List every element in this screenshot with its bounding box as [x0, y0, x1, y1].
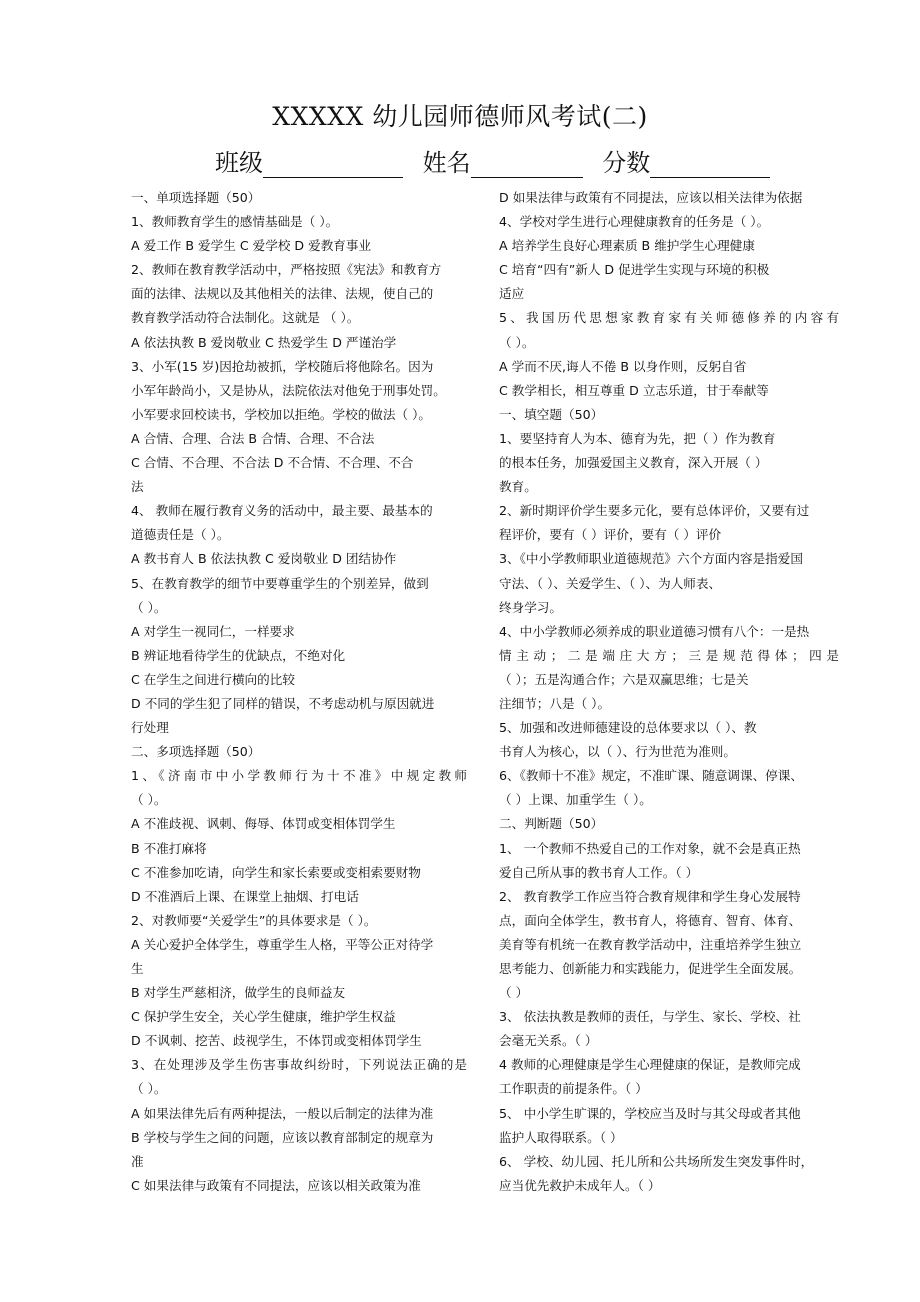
header-fields	[215, 143, 782, 178]
text-line: B 不准打麻将	[131, 840, 207, 856]
text-line: 二、判断题（50）	[499, 816, 604, 832]
text-line: 1、 一个教师不热爱自己的工作对象，就不会是真正热	[499, 840, 801, 856]
class-label: 班级	[215, 149, 263, 177]
text-line: 小军要求回校读书，学校加以拒绝。学校的做法（ ）。	[131, 406, 431, 422]
name-label: 姓名	[422, 149, 471, 177]
text-line: 5、我国历代思想家教育家有关师德修养的内容有	[499, 310, 839, 326]
text-line: （ ）	[499, 985, 529, 1001]
text-line: A 教书育人 B 依法执教 C 爱岗敬业 D 团结协作	[131, 551, 397, 567]
text-line: 面的法律、法规以及其他相关的法律、法规，使自己的	[131, 286, 434, 302]
text-line: 工作职责的前提条件。（ ）	[499, 1081, 648, 1097]
text-line: （ ）；五是沟通合作；六是双赢思维；七是关	[499, 671, 749, 687]
text-line: C 如果法律与政策有不同提法，应该以相关政策为准	[131, 1177, 421, 1193]
text-line: 会毫无关系。（ ）	[499, 1033, 598, 1049]
text-line: 美育等有机统一在教育教学活动中，注重培养学生独立	[499, 936, 802, 952]
text-line: 3、 依法执教是教师的责任，与学生、家长、学校、社	[499, 1009, 801, 1025]
text-line: A 不准歧视、讽刺、侮辱、体罚或变相体罚学生	[131, 816, 396, 832]
text-line: 程评价，要有（ ）评价，要有（ ）评价	[499, 527, 722, 543]
text-line: 行处理	[131, 720, 169, 736]
text-line: 5、加强和改进师德建设的总体要求以（ ）、教	[499, 720, 757, 736]
text-line: C 保护学生安全，关心学生健康，维护学生权益	[131, 1009, 396, 1025]
text-line: 2、新时期评价学生要多元化，要有总体评价，又要有过	[499, 503, 810, 519]
text-line: 终身学习。	[499, 599, 562, 615]
text-line: D 不讽刺、挖苦、歧视学生，不体罚或变相体罚学生	[131, 1033, 422, 1049]
text-line: （ ）。	[131, 792, 167, 808]
text-line: 监护人取得联系。（ ）	[499, 1129, 623, 1145]
text-line: 2、对教师要“关爱学生”的具体要求是（ ）。	[131, 912, 377, 928]
text-line: 生	[131, 961, 144, 976]
text-line: C 合情、不合理、不合法 D 不合情、不合理、不合	[131, 455, 414, 471]
text-line: A 学而不厌,诲人不倦 B 以身作则，反躬自省	[499, 358, 747, 374]
text-line: A 依法执教 B 爱岗敬业 C 热爱学生 D 严谨治学	[131, 334, 397, 350]
text-line: 1、《济南市中小学教师行为十不准》中规定教师	[131, 768, 467, 784]
text-line: 点，面向全体学生，教书育人，将德育、智育、体育、	[499, 912, 802, 928]
text-line: 3、在处理涉及学生伤害事故纠纷时，下列说法正确的是	[131, 1057, 467, 1073]
text-line: 二、多项选择题（50）	[131, 744, 261, 760]
text-line: A 培养学生良好心理素质 B 维护学生心理健康	[499, 238, 755, 254]
text-line: 适应	[499, 286, 525, 302]
text-line: 书育人为核心，以（ ）、行为世范为准则。	[499, 744, 736, 760]
text-line: D 不同的学生犯了同样的错误，不考虑动机与原因就进	[131, 695, 435, 711]
text-line: 一、填空题（50）	[499, 406, 604, 422]
right-column	[499, 186, 839, 1198]
text-line: D 如果法律与政策有不同提法，应该以相关法律为依据	[499, 190, 803, 205]
text-line: 4、中小学教师必须养成的职业道德习惯有八个：一是热	[499, 623, 810, 639]
text-line: C 培育“四有”新人 D 促进学生实现与环境的积极	[499, 262, 770, 278]
text-line: 爱自己所从事的教书育人工作。（ ）	[499, 864, 699, 880]
text-line: 4、 教师在履行教育义务的活动中，最主要、最基本的	[131, 503, 433, 519]
text-line: 5、 中小学生旷课的，学校应当及时与其父母或者其他	[499, 1105, 801, 1121]
text-line: C 教学相长，相互尊重 D 立志乐道，甘于奉献等	[499, 382, 769, 398]
text-line: 守法、（ ）、关爱学生、（ ）、为人师表、	[499, 575, 722, 591]
text-line: 3、小军(15 岁)因抢劫被抓，学校随后将他除名。因为	[131, 358, 434, 374]
text-line: 2、 教育教学工作应当符合教育规律和学生身心发展特	[499, 888, 801, 904]
text-line: D 不准酒后上课、在课堂上抽烟、打电话	[131, 888, 359, 904]
text-line: 准	[131, 1153, 144, 1169]
text-line: 法	[131, 479, 144, 495]
text-line: 2、教师在教育教学活动中，严格按照《宪法》和教育方	[131, 262, 442, 278]
text-line: 1、教师教育学生的感情基础是（ ）。	[131, 214, 339, 230]
text-line: 5、在教育教学的细节中要尊重学生的个别差异，做到	[131, 575, 429, 591]
text-line: B 辨证地看待学生的优缺点，不绝对化	[131, 647, 346, 663]
score-label: 分数	[602, 149, 651, 177]
text-line: 的根本任务，加强爱国主义教育，深入开展（ ）	[499, 455, 768, 471]
name-blank[interactable]	[471, 151, 583, 178]
class-blank[interactable]	[263, 151, 403, 178]
text-line: 情主动；二是端庄大方；三是规范得体；四是	[499, 647, 839, 663]
text-line: 一、单项选择题（50）	[131, 190, 261, 205]
text-line: A 对学生一视同仁，一样要求	[131, 623, 295, 639]
text-line: A 如果法律先后有两种提法，一般以后制定的法律为准	[131, 1105, 434, 1121]
text-line: B 学校与学生之间的问题，应该以教育部制定的规章为	[131, 1129, 434, 1145]
text-line: （ ）。	[131, 1081, 167, 1097]
text-line: A 关心爱护全体学生，尊重学生人格，平等公正对待学	[131, 936, 434, 952]
text-line: 3、《中小学教师职业道德规范》六个方面内容是指爱国	[499, 551, 803, 567]
text-line: （ ）。	[499, 334, 535, 350]
exam-title: XXXXX 幼儿园师德师风考试(二)	[272, 102, 648, 131]
text-line: A 爱工作 B 爱学生 C 爱学校 D 爱教育事业	[131, 238, 372, 254]
text-line: C 不准参加吃请，向学生和家长索要或变相索要财物	[131, 864, 421, 880]
text-line: 6、 学校、幼儿园、托儿所和公共场所发生突发事件时，	[499, 1153, 814, 1169]
text-line: 注细节；八是（ ）。	[499, 695, 611, 711]
score-blank[interactable]	[650, 151, 770, 178]
text-line: C 在学生之间进行横向的比较	[131, 671, 295, 687]
text-line: B 对学生严慈相济，做学生的良师益友	[131, 985, 346, 1001]
text-line: 应当优先救护未成年人。（ ）	[499, 1177, 661, 1193]
text-line: 4、学校对学生进行心理健康教育的任务是（ ）。	[499, 214, 770, 230]
text-line: A 合情、合理、合法 B 合情、合理、不合法	[131, 430, 375, 446]
text-line: （ ）。	[131, 599, 167, 615]
text-line: 1、要坚持育人为本、德育为先，把（ ）作为教育	[499, 430, 776, 446]
text-line: 教育教学活动符合法制化。这就是 （ ）。	[131, 310, 360, 326]
text-line: 教育。	[499, 479, 537, 495]
text-line: 小军年龄尚小，又是协从，法院依法对他免于刑事处罚。	[131, 382, 446, 398]
text-line: 思考能力、创新能力和实践能力，促进学生全面发展。	[499, 961, 802, 976]
left-column	[131, 186, 467, 1198]
text-line: 道德责任是（ ）。	[131, 527, 230, 543]
text-line: （ ）上课、加重学生（ ）。	[499, 792, 652, 808]
text-line: 4 教师的心理健康是学生心理健康的保证，是教师完成	[499, 1057, 801, 1073]
text-line: 6、《教师十不准》规定，不准旷课、随意调课、停课、	[499, 768, 803, 784]
